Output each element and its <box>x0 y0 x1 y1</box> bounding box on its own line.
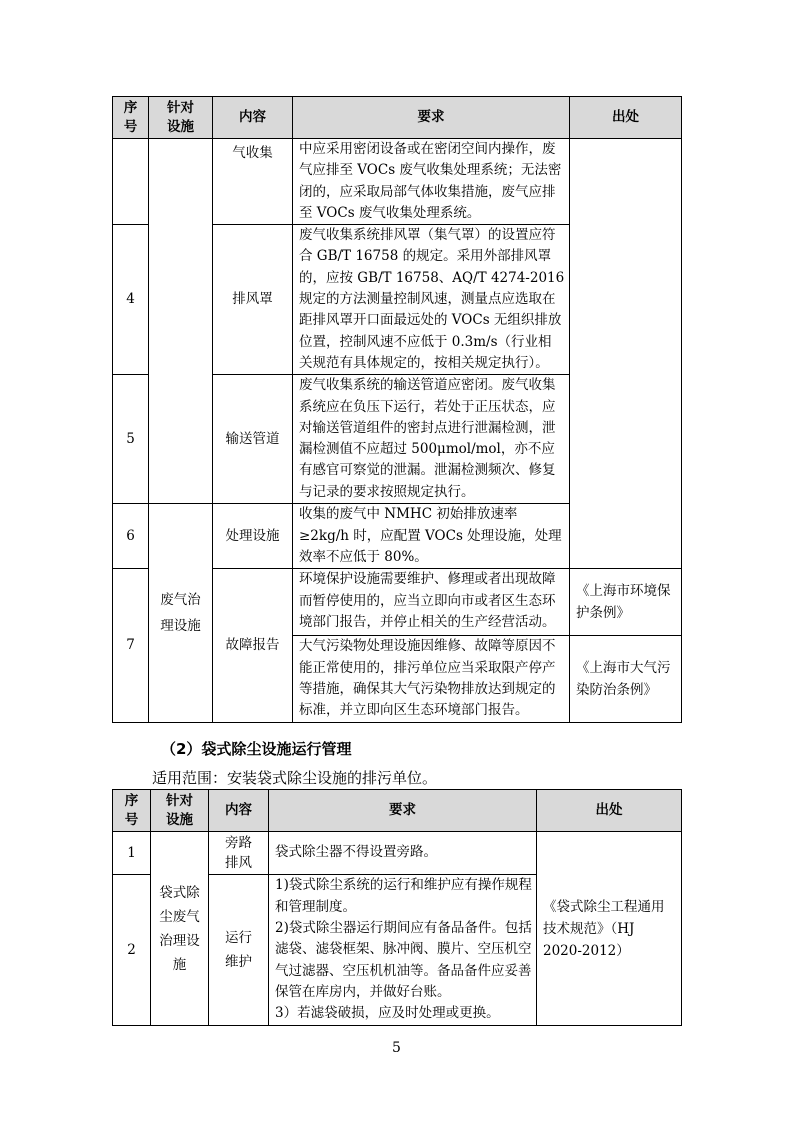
table-header-row <box>113 97 682 139</box>
table-row <box>113 832 682 875</box>
regulation-table-2 <box>112 789 682 1026</box>
header-requirement: 要求 <box>293 97 570 139</box>
table-row <box>113 139 682 225</box>
row-no: 4 <box>113 225 149 375</box>
row-requirement <box>269 875 537 1026</box>
row-requirement: 废气收集系统的输送管道应密闭。废气收集系统应在负压下运行，若处于正压状态，应对输送管道组件的密封点进行泄漏检测，泄漏检测值不应超过 500μmol/mol，亦不应有感官可察觉的泄漏。泄漏检测频次、修复与记录的要求按照规定执行。 <box>293 375 570 504</box>
section-heading: （2）袋式除尘设施运行管理 <box>161 740 352 758</box>
source-cell-empty <box>570 139 682 569</box>
facility-cell: 袋式除尘废气治理设施 <box>151 832 209 1026</box>
row-requirement: 环境保护设施需要维护、修理或者出现故障而暂停使用的，应当立即向市或者区生态环境部门报告，并停止相关的生产经营活动。 <box>293 569 570 636</box>
table-header-row <box>113 790 682 832</box>
row-content: 故障报告 <box>213 569 293 723</box>
header-no: 序号 <box>113 97 149 139</box>
row-requirement: 废气收集系统排风罩（集气罩）的设置应符合 GB/T 16758 的规定。采用外部排风罩的，应按 GB/T 16758、AQ/T 4274-2016 规定的方法测量控制风速，测量点应选取在距排风罩开口面最远处的 VOCs 无组织排放位置，控制风速不应低于 0.3m/s（行业相关规范有具体规定的，按相关规定执行）。 <box>293 225 570 375</box>
row-content: 运行维护 <box>209 875 269 1026</box>
header-facility: 针对设施 <box>151 790 209 832</box>
facility-cell-continued <box>149 139 213 504</box>
requirement-item-1: 1)袋式除尘系统的运行和维护应有操作规程和管理制度。 <box>275 877 532 915</box>
row-source: 《上海市大气污染防治条例》 <box>570 636 682 723</box>
header-no: 序号 <box>113 790 151 832</box>
row-source: 《袋式除尘工程通用技术规范》（HJ 2020-2012） <box>537 832 682 1026</box>
header-content: 内容 <box>213 97 293 139</box>
row-no: 6 <box>113 504 149 569</box>
row-content: 排风罩 <box>213 225 293 375</box>
scope-text: 适用范围：安装袋式除尘设施的排污单位。 <box>152 769 438 787</box>
row-content: 旁路排风 <box>209 832 269 875</box>
row-content: 气收集 <box>213 139 293 225</box>
header-content: 内容 <box>209 790 269 832</box>
header-source: 出处 <box>537 790 682 832</box>
row-requirement: 袋式除尘器不得设置旁路。 <box>269 832 537 875</box>
row-no: 2 <box>113 875 151 1026</box>
header-requirement: 要求 <box>269 790 537 832</box>
row-no: 5 <box>113 375 149 504</box>
row-requirement: 中应采用密闭设备或在密闭空间内操作，废气应排至 VOCs 废气收集处理系统；无法密闭的，应采取局部气体收集措施，废气应排至 VOCs 废气收集处理系统。 <box>293 139 570 225</box>
row-no: 1 <box>113 832 151 875</box>
regulation-table-1 <box>112 96 682 723</box>
row-no: 7 <box>113 569 149 723</box>
page-number: 5 <box>392 1040 401 1056</box>
requirement-item-2: 2)袋式除尘器运行期间应有备品备件。包括滤袋、滤袋框架、脉冲阀、膜片、空压机空气过滤器、空压机机油等。备品备件应妥善保管在库房内，并做好台账。 <box>275 920 532 1000</box>
row-requirement: 大气污染物处理设施因维修、故障等原因不能正常使用的，排污单位应当采取限产停产等措施，确保其大气污染物排放达到规定的标准，并立即向区生态环境部门报告。 <box>293 636 570 723</box>
row-requirement: 收集的废气中 NMHC 初始排放速率≥2kg/h 时，应配置 VOCs 处理设施，处理效率不应低于 80%。 <box>293 504 570 569</box>
row-no-empty <box>113 139 149 225</box>
header-source: 出处 <box>570 97 682 139</box>
facility-cell: 废气治理设施 <box>149 504 213 723</box>
requirement-item-3: 3）若滤袋破损，应及时处理或更换。 <box>275 1005 500 1022</box>
header-facility: 针对设施 <box>149 97 213 139</box>
row-content: 输送管道 <box>213 375 293 504</box>
row-source: 《上海市环境保护条例》 <box>570 569 682 636</box>
row-content: 处理设施 <box>213 504 293 569</box>
